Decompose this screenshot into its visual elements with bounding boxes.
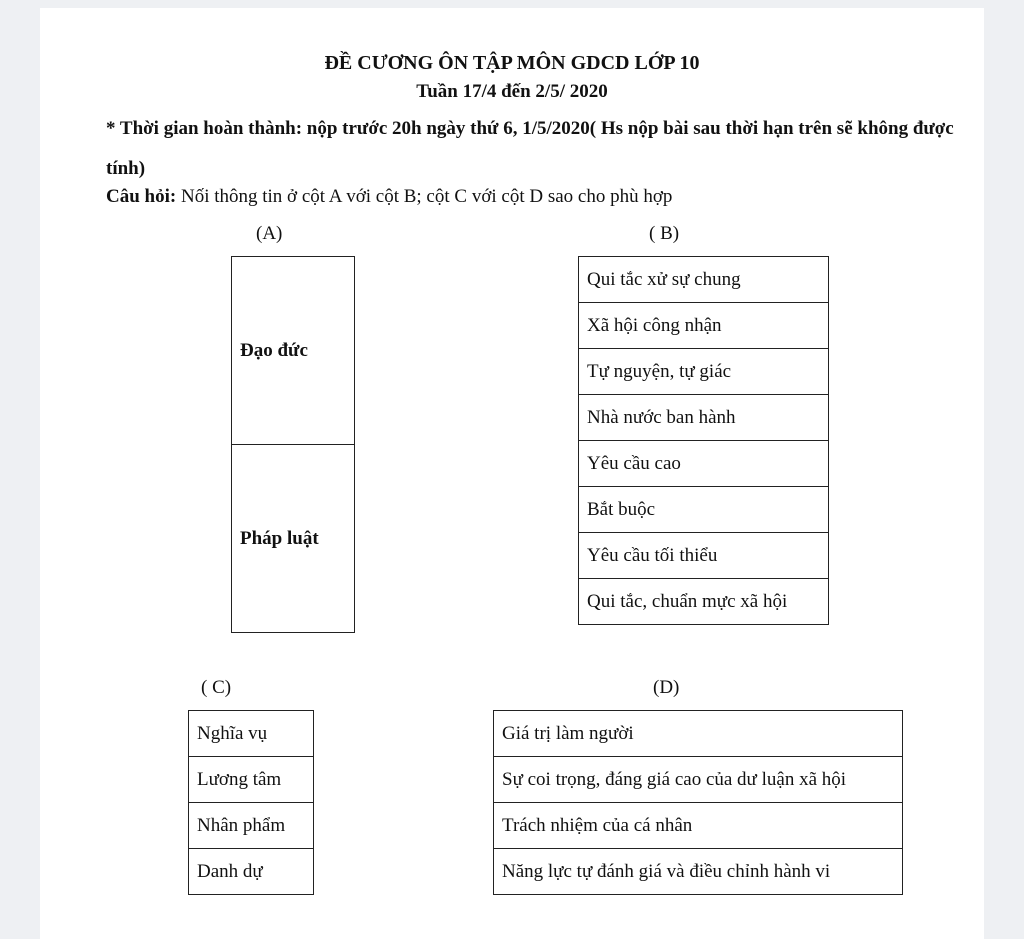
column-b-cell: Bắt buộc: [579, 487, 829, 533]
column-c-cell: Lương tâm: [189, 757, 314, 803]
document-page: [40, 8, 984, 939]
column-b-cell: Qui tắc, chuẩn mực xã hội: [579, 579, 829, 625]
deadline-note: * Thời gian hoàn thành: nộp trước 20h ngày thứ 6, 1/5/2020( Hs nộp bài sau thời hạn trên sẽ không được tính): [106, 118, 954, 179]
column-a-table: [231, 256, 355, 633]
column-a-cell: Đạo đức: [232, 257, 355, 445]
column-a-cell: Pháp luật: [232, 445, 355, 633]
column-a-label: (A): [256, 223, 283, 244]
column-c-cell: Danh dự: [189, 849, 314, 895]
question-text: Nối thông tin ở cột A với cột B; cột C với cột D sao cho phù hợp: [176, 186, 673, 207]
column-b-cell: Yêu cầu tối thiểu: [579, 533, 829, 579]
document-title: ĐỀ CƯƠNG ÔN TẬP MÔN GDCD LỚP 10: [324, 52, 700, 74]
column-c-label: ( C): [201, 677, 232, 698]
column-b-cell: Yêu cầu cao: [579, 441, 829, 487]
column-b-cell: Qui tắc xử sự chung: [579, 257, 829, 303]
question-label: Câu hỏi:: [106, 186, 177, 207]
column-d-table: [493, 710, 903, 895]
column-b-cell: Xã hội công nhận: [579, 303, 829, 349]
column-c-cell: Nhân phẩm: [189, 803, 314, 849]
column-c-cell: Nghĩa vụ: [189, 711, 314, 757]
column-d-cell: Năng lực tự đánh giá và điều chỉnh hành vi: [494, 849, 903, 895]
column-d-cell: Sự coi trọng, đáng giá cao của dư luận xã hội: [494, 757, 903, 803]
question-line: [106, 186, 672, 208]
column-c-table: [188, 710, 314, 895]
column-d-label: (D): [653, 677, 680, 698]
column-b-cell: Tự nguyện, tự giác: [579, 349, 829, 395]
column-d-cell: Trách nhiệm của cá nhân: [494, 803, 903, 849]
column-b-label: ( B): [649, 223, 680, 244]
column-b-cell: Nhà nước ban hành: [579, 395, 829, 441]
column-d-cell: Giá trị làm người: [494, 711, 903, 757]
document-subtitle: Tuần 17/4 đến 2/5/ 2020: [416, 81, 608, 102]
column-b-table: [578, 256, 829, 625]
